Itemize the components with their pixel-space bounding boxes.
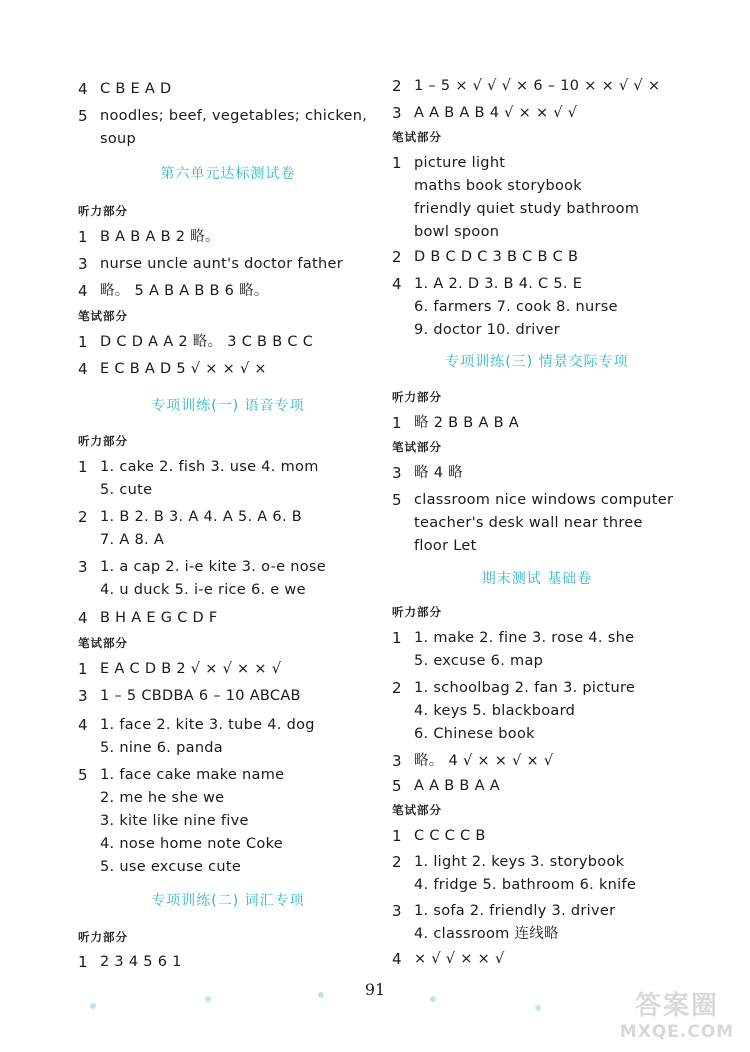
answer-line: friendly quiet study bathroom: [414, 201, 640, 217]
question-number: 1: [392, 154, 402, 172]
question-number: 1: [392, 629, 402, 647]
decorative-dot: [535, 1005, 541, 1011]
answer-line: 5. excuse 6. map: [414, 653, 544, 669]
question-number: 2: [392, 679, 402, 697]
answer-line: 4. u duck 5. i-e rice 6. e we: [100, 582, 306, 598]
answer-item: [78, 685, 378, 708]
section-heading: 专项训练(二) 词汇专项: [151, 893, 305, 909]
answer-item: [392, 152, 682, 244]
question-number: 4: [78, 282, 88, 300]
answer-item: [392, 750, 682, 773]
answer-line: 4. keys 5. blackboard: [414, 703, 576, 719]
question-number: 2: [392, 248, 402, 266]
answer-line: 1. sofa 2. friendly 3. driver: [414, 903, 616, 919]
answer-line: 1. a cap 2. i-e kite 3. o-e nose: [100, 559, 326, 575]
question-number: 2: [78, 508, 88, 526]
question-number: 1: [78, 953, 88, 971]
answer-item: [392, 825, 682, 848]
answer-line: 4. nose home note Coke: [100, 836, 283, 852]
answer-line: 略。 4 √ × × √ × √: [414, 753, 554, 769]
subsection-label: 笔试部分: [392, 130, 442, 144]
answer-item: [392, 900, 682, 946]
section-heading: 专项训练(一) 语音专项: [151, 398, 305, 414]
answer-line: 5. nine 6. panda: [100, 740, 223, 756]
question-number: 4: [78, 609, 88, 627]
question-number: 2: [392, 853, 402, 871]
page-number: 91: [364, 980, 386, 999]
question-number: 1: [78, 458, 88, 476]
answer-line: 1. face 2. kite 3. tube 4. dog: [100, 717, 315, 733]
subsection-label: 听力部分: [392, 390, 442, 404]
answer-item: [78, 506, 378, 552]
answer-item: [392, 412, 682, 435]
answer-line: B A B A B 2 略。: [100, 229, 220, 245]
question-number: 5: [392, 491, 402, 509]
answer-item: [78, 358, 378, 381]
answer-item: [392, 462, 682, 485]
answer-line: 1. A 2. D 3. B 4. C 5. E: [414, 276, 583, 292]
subsection-label: 听力部分: [78, 930, 128, 944]
answer-item: [78, 714, 378, 760]
answer-line: floor Let: [414, 538, 477, 554]
answer-item: [392, 851, 682, 897]
answer-line: 1. light 2. keys 3. storybook: [414, 854, 625, 870]
section-heading: 专项训练(三) 情景交际专项: [445, 354, 629, 370]
answer-item: [392, 75, 682, 98]
answer-item: [392, 273, 682, 342]
answer-line: C B E A D: [100, 81, 172, 97]
answer-item: [78, 764, 378, 879]
subsection-label: 听力部分: [78, 434, 128, 448]
subsection-label: 听力部分: [392, 605, 442, 619]
answer-item: [392, 246, 682, 269]
answer-line: 5. use excuse cute: [100, 859, 242, 875]
decorative-dot: [90, 1003, 96, 1009]
decorative-dot: [205, 996, 211, 1002]
answer-line: 6. Chinese book: [414, 726, 535, 742]
answer-line: C C C C B: [414, 828, 486, 844]
subsection-label: 笔试部分: [78, 309, 128, 323]
answer-line: 1. schoolbag 2. fan 3. picture: [414, 680, 636, 696]
answer-item: [78, 556, 378, 602]
answer-line: nurse uncle aunt's doctor father: [100, 256, 343, 272]
answer-line: soup: [100, 131, 137, 147]
answer-line: 1. cake 2. fish 3. use 4. mom: [100, 459, 319, 475]
answer-line: picture light: [414, 155, 506, 171]
answer-line: × √ √ × × √: [414, 951, 505, 967]
answer-line: A A B A B 4 √ × × √ √: [414, 105, 578, 121]
subsection-label: 笔试部分: [78, 636, 128, 650]
answer-item: [78, 951, 378, 974]
question-number: 3: [392, 902, 402, 920]
answer-line: D B C D C 3 B C B C B: [414, 249, 579, 265]
section-heading: 期末测试 基础卷: [481, 571, 593, 587]
answer-line: 略 4 略: [414, 465, 463, 481]
question-number: 3: [392, 464, 402, 482]
answer-item: [78, 280, 378, 303]
question-number: 5: [392, 777, 402, 795]
question-number: 3: [78, 255, 88, 273]
question-number: 2: [392, 77, 402, 95]
answer-line: 2 3 4 5 6 1: [100, 954, 182, 970]
answer-item: [392, 677, 682, 746]
question-number: 4: [78, 80, 88, 98]
answer-line: 4. fridge 5. bathroom 6. knife: [414, 877, 637, 893]
question-number: 4: [392, 275, 402, 293]
answer-line: 9. doctor 10. driver: [414, 322, 560, 338]
answer-line: bowl spoon: [414, 224, 500, 240]
answer-line: 7. A 8. A: [100, 532, 165, 548]
question-number: 3: [392, 752, 402, 770]
answer-item: [78, 253, 378, 276]
answer-item: [78, 456, 378, 502]
answer-line: 2. me he she we: [100, 790, 225, 806]
answer-line: 6. farmers 7. cook 8. nurse: [414, 299, 618, 315]
answer-item: [78, 658, 378, 681]
answer-line: 1. B 2. B 3. A 4. A 5. A 6. B: [100, 509, 303, 525]
answer-line: B H A E G C D F: [100, 610, 218, 626]
subsection-label: 听力部分: [78, 204, 128, 218]
answer-line: 3. kite like nine five: [100, 813, 249, 829]
question-number: 4: [78, 716, 88, 734]
question-number: 3: [392, 104, 402, 122]
answer-line: E C B A D 5 √ × × √ ×: [100, 361, 267, 377]
answer-item: [392, 948, 682, 971]
watermark-text: 答案圈: [634, 991, 719, 1021]
question-number: 5: [78, 766, 88, 784]
question-number: 1: [78, 660, 88, 678]
answer-line: 略。 5 A B A B B 6 略。: [100, 283, 269, 299]
question-number: 4: [392, 950, 402, 968]
answer-line: 4. classroom 连线略: [414, 926, 559, 942]
question-number: 1: [78, 228, 88, 246]
section-heading: 第六单元达标测试卷: [160, 166, 296, 182]
answer-item: [392, 489, 682, 558]
answer-item: [392, 775, 682, 798]
answer-item: [78, 607, 378, 630]
decorative-dot: [318, 992, 324, 998]
answer-item: [392, 102, 682, 125]
answer-line: 略 2 B B A B A: [414, 415, 519, 431]
answer-line: 1 – 5 × √ √ √ × 6 – 10 × × √ √ ×: [414, 78, 661, 94]
answer-item: [392, 627, 682, 673]
answer-item: [78, 226, 378, 249]
answer-line: 1. make 2. fine 3. rose 4. she: [414, 630, 635, 646]
answer-line: maths book storybook: [414, 178, 582, 194]
watermark-logo: [612, 990, 742, 1050]
answer-line: E A C D B 2 √ × √ × × √: [100, 661, 282, 677]
answer-line: 1 – 5 CBDBA 6 – 10 ABCAB: [100, 688, 301, 704]
answer-line: 5. cute: [100, 482, 153, 498]
answer-line: teacher's desk wall near three: [414, 515, 643, 531]
question-number: 4: [78, 360, 88, 378]
question-number: 5: [78, 107, 88, 125]
answer-item: [78, 331, 378, 354]
answer-line: A A B B A A: [414, 778, 500, 794]
answer-item: [78, 105, 378, 151]
decorative-dot: [430, 996, 436, 1002]
question-number: 1: [78, 333, 88, 351]
question-number: 3: [78, 687, 88, 705]
answer-line: D C D A A 2 略。 3 C B B C C: [100, 334, 314, 350]
answer-line: 1. face cake make name: [100, 767, 285, 783]
answer-item: [78, 78, 378, 101]
answer-line: classroom nice windows computer: [414, 492, 674, 508]
subsection-label: 笔试部分: [392, 803, 442, 817]
question-number: 3: [78, 558, 88, 576]
watermark-url: MXQE.COM: [619, 1022, 735, 1042]
subsection-label: 笔试部分: [392, 440, 442, 454]
question-number: 1: [392, 414, 402, 432]
answer-line: noodles; beef, vegetables; chicken,: [100, 108, 368, 124]
question-number: 1: [392, 827, 402, 845]
